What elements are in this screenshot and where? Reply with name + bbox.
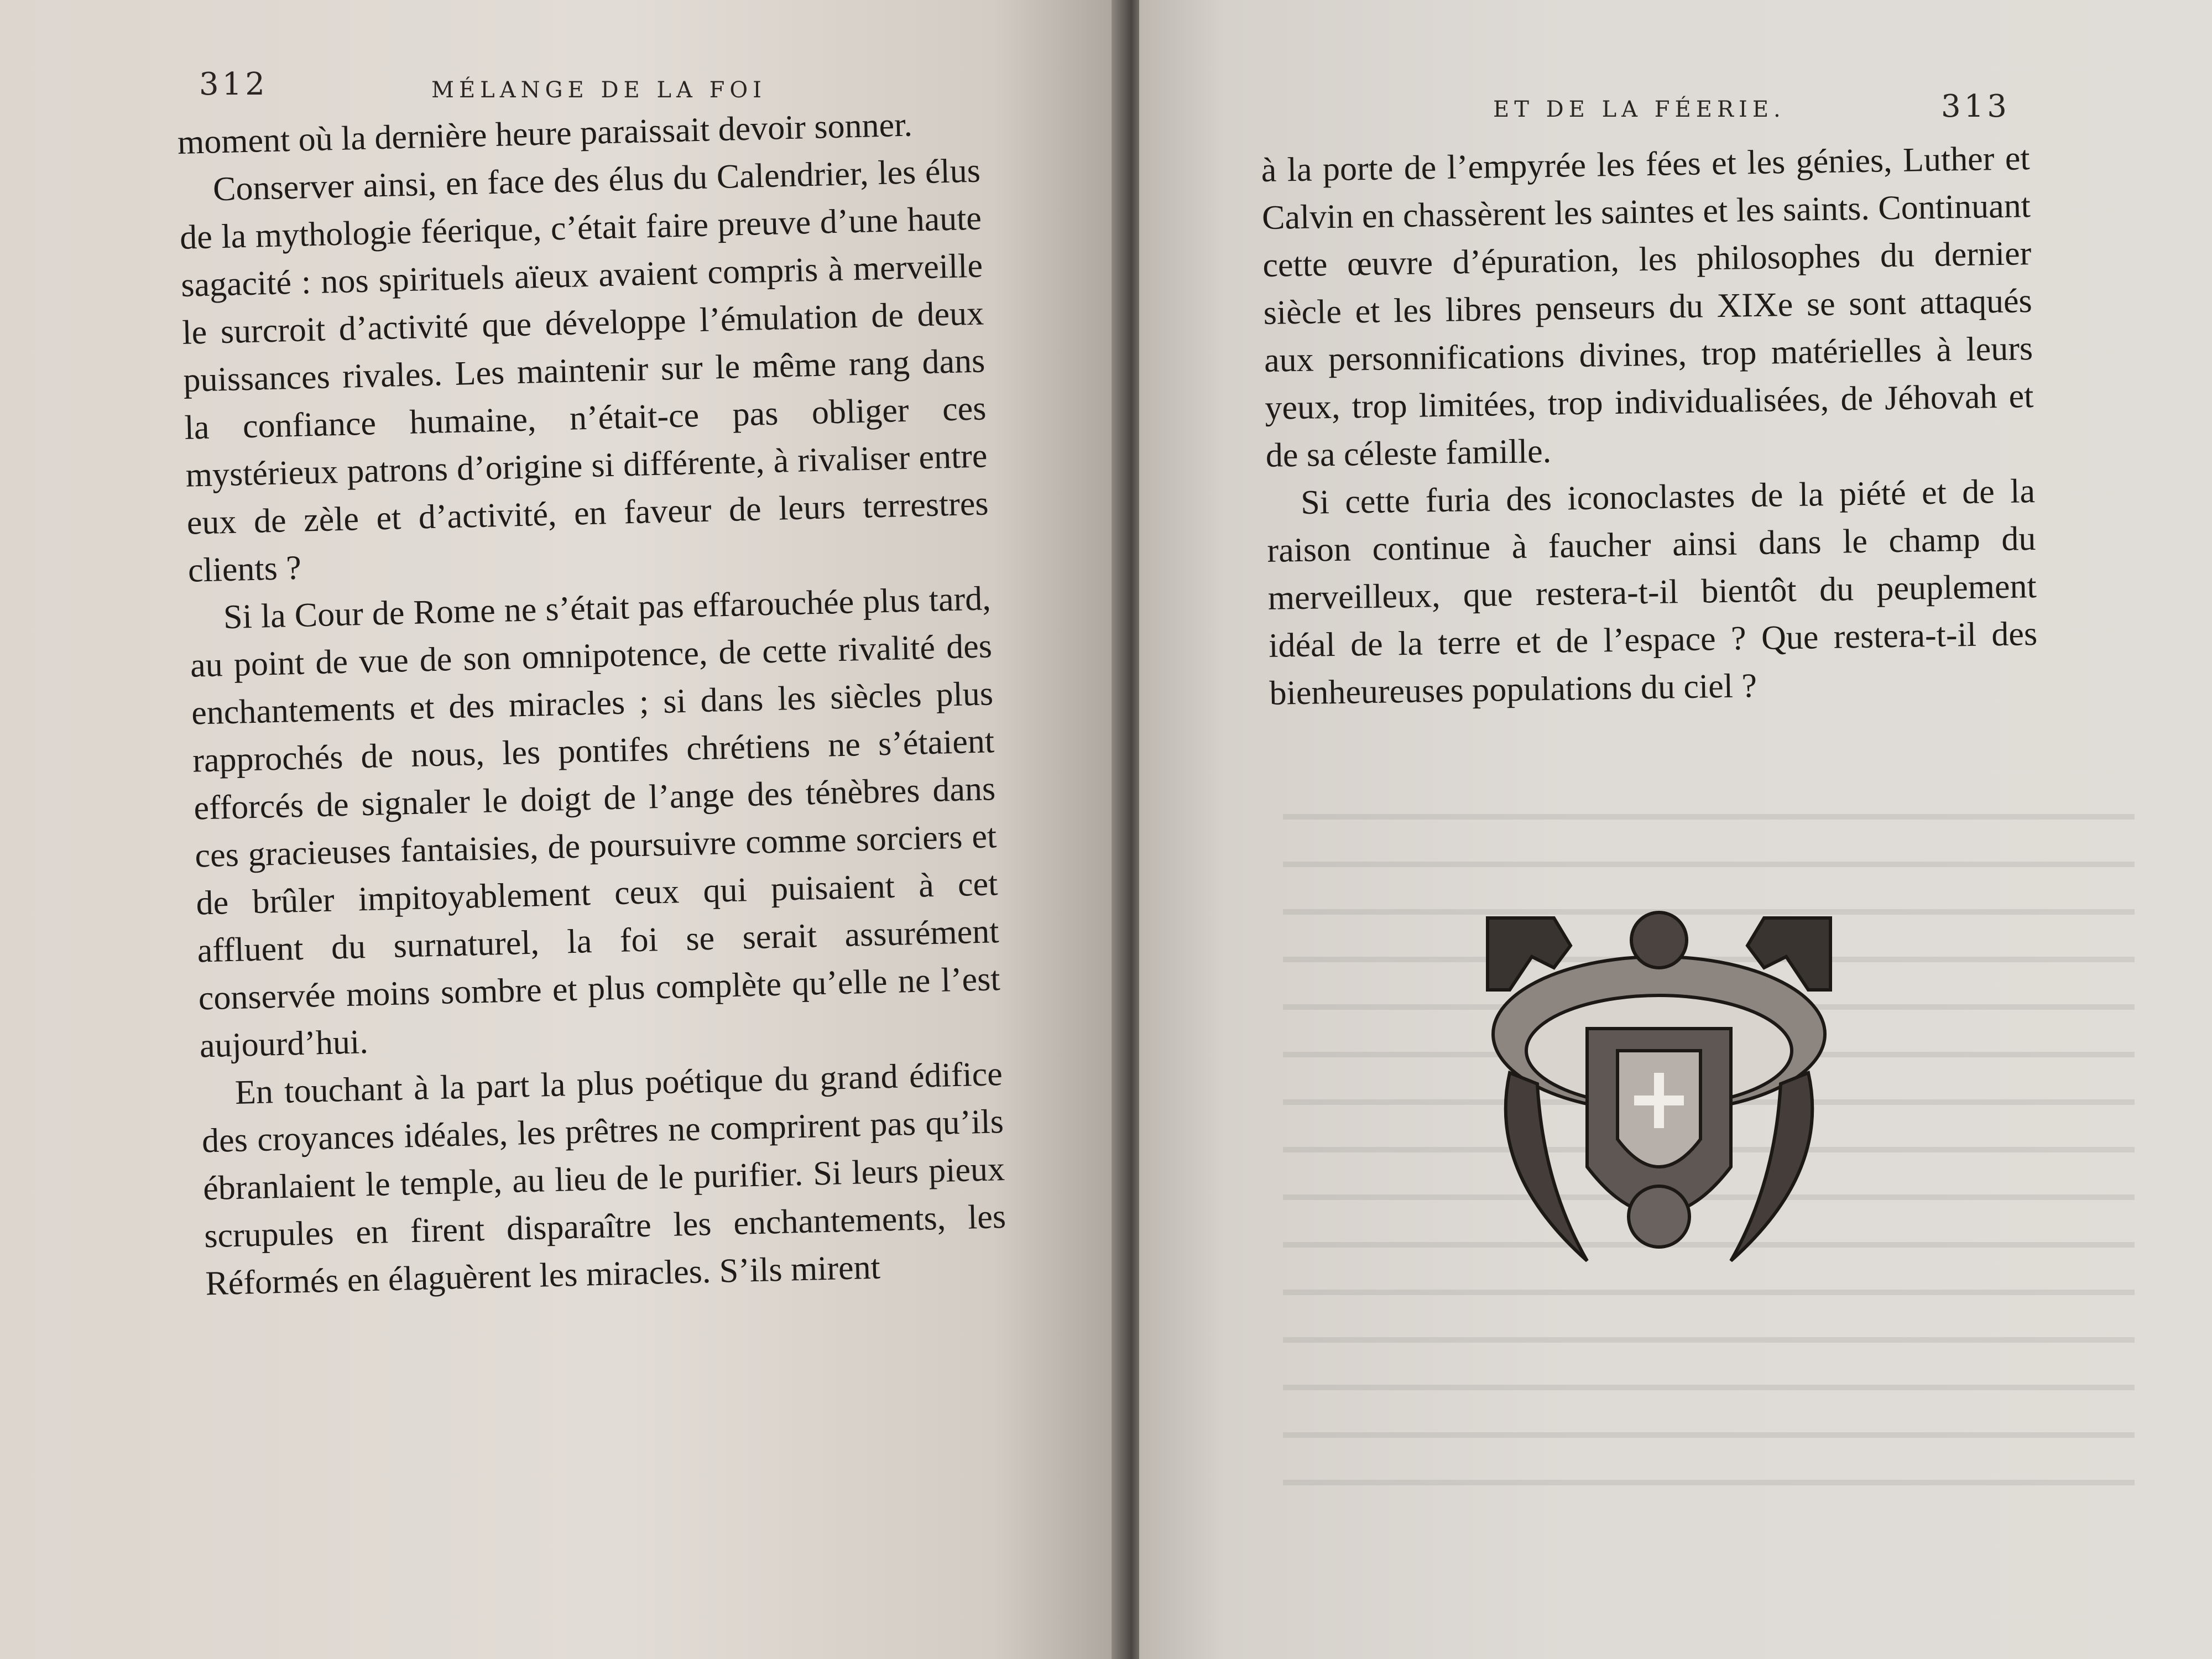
left-page-text [177,100,1008,1308]
right-page-text [1261,134,2038,717]
paragraph: à la porte de l’empyrée les fées et les génies, Luther et Calvin en chassèrent les saintes et les saints. Continuant cette œuvre d’épuration, les philosophes du dernier siècle et les libres penseurs du XIXe se sont attaqués aux personnifications divines, trop matérielles à leurs yeux, trop limitées, trop individualisées, de Jéhovah et de sa céleste famille. [1261,139,2034,474]
paragraph: Conserver ainsi, en face des élus du Calendrier, les élus de la mythologie féerique, c’était faire preuve d’une haute sagacité : nos spirituels aïeux avaient compris à merveille le surcroit d’activité que développe l’émulation de deux puissances rivales. Les maintenir sur le même rang dans la confiance humaine, n’était-ce pas obliger ces mystérieux patrons d’origine si différente, à rivaliser entre eux de zèle et d’activité, en faveur de leurs terrestres clients ? [179,152,989,589]
right-page-number: 313 [1941,88,2010,124]
paragraph: En touchant à la part la plus poétique du grand édifice des croyances idéales, les prêtres ne comprirent pas qu’ils ébranlaient le temple, au lieu de le purifier. Si leurs pieux scrupules en firent disparaître les enchantements, les Réformés en élaguèrent les miracles. S’ils mirent [201,1055,1006,1303]
right-page [1139,0,2212,1659]
paragraph: moment où la dernière heure paraissait devoir sonner. [177,106,913,161]
paragraph: Si cette furia des iconoclastes de la piété et de la raison continue à faucher ainsi dans le champ du merveilleux, que restera-t-il bientôt du peuplement idéal de la terre et de l’espace ? Que restera-t-il des bienheureuses populations du ciel ? [1266,472,2038,712]
right-running-head: ET DE LA FÉERIE. [1493,97,1786,122]
left-page-number: 312 [199,66,268,102]
paragraph: Si la Cour de Rome ne s’était pas effarouchée plus tard, au point de vue de son omnipotence, de cette rivalité des enchantements et des miracles ; si dans les siècles plus rapprochés de nous, les pontifes chrétiens ne s’étaient efforcés de signaler le doigt de l’ange des ténèbres dans ces gracieuses fantaisies, de poursuivre comme sorciers et de brûler impitoyablement ceux qui puisaient à cet affluent du surnaturel, la foi se serait assurément conservée moins sombre et plus complète qu’elle ne l’est aujourd’hui. [190,580,1001,1065]
left-running-head: MÉLANGE DE LA FOI [431,77,766,103]
heraldic-vignette [1477,907,1841,1294]
